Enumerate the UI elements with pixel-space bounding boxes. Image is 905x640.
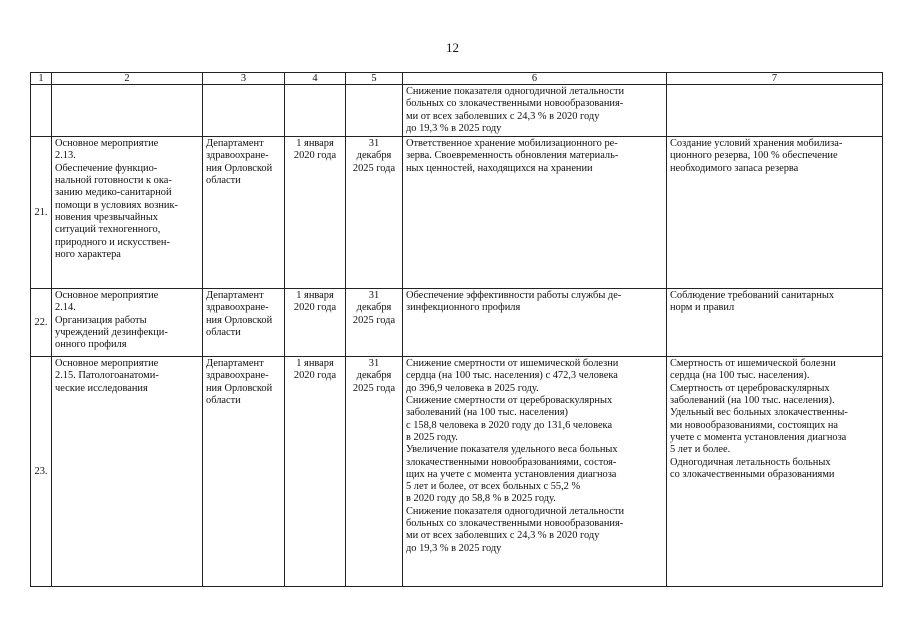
cell-line: Снижение смертности от ишемической болезни (406, 358, 619, 370)
cell-line: здравоохране- (206, 150, 269, 162)
cell-line: Департамент (206, 358, 264, 370)
cell-line: Снижение показателя одногодичной летальности (406, 86, 625, 97)
results-cell (403, 85, 667, 137)
cell-line: помощи в условиях возник- (55, 199, 178, 211)
cell-line: области (206, 175, 241, 187)
cell-line: онного профиля (55, 339, 127, 351)
empty-cell (346, 85, 403, 137)
cell-line: щих на учете с момента установления диагноза (406, 468, 617, 480)
cell-line: области (206, 327, 241, 339)
cell-line: природного и искусствен- (55, 236, 170, 248)
cell-line: 2020 года (293, 150, 337, 162)
cell-line: Основное мероприятие (55, 138, 159, 150)
start-date-cell (285, 289, 346, 357)
cell-line: декабря (356, 370, 392, 382)
header-cell: 4 (285, 73, 346, 85)
cell-line: 1 января (296, 290, 334, 302)
cell-line: 1 января (296, 138, 334, 150)
cell-line: Организация работы (55, 314, 147, 326)
cell-line: 1 января (296, 358, 334, 370)
row-number: 23. (31, 357, 52, 587)
cell-line: декабря (356, 302, 392, 314)
cell-line: зинфекционного профиля (406, 302, 521, 314)
cell-line: Создание условий хранения мобилиза- (670, 138, 843, 150)
cell-line: 2020 года (293, 302, 337, 314)
results-cell (403, 357, 667, 587)
cell-line: 2025 года (352, 314, 396, 326)
cell-line: 2.13. (55, 150, 76, 162)
header-cell: 6 (403, 73, 667, 85)
cell-line: Снижение смертности от цереброваскулярных (406, 395, 613, 407)
cell-line: 5 лет и более, от всех больных с 55,2 % (406, 481, 581, 493)
cell-line: Департамент (206, 138, 264, 150)
indicator-cell (667, 289, 883, 357)
cell-line: ческие исследования (55, 382, 148, 394)
continuation-row (31, 85, 883, 137)
header-cell: 2 (52, 73, 203, 85)
cell-line: Смертность от цереброваскулярных (670, 382, 830, 394)
indicator-cell (667, 137, 883, 289)
cell-line: ми новообразованиями, состоящих на (670, 419, 839, 431)
cell-line: ми от всех заболевших с 24,3 % в 2020 году (406, 110, 600, 122)
cell-line: занию медико-санитарной (55, 187, 172, 199)
cell-line: Увеличение показателя удельного веса больных (406, 444, 618, 456)
cell-line: в 2020 году до 58,8 % в 2025 году. (406, 493, 556, 505)
cell-line: 31 (368, 138, 380, 150)
cell-line: злокачественными новообразованиями, состоя- (406, 456, 617, 468)
cell-line: учете с момента установления диагноза (670, 431, 847, 443)
start-date-cell (285, 357, 346, 587)
column-number-header-row (31, 73, 883, 85)
page-number: 12 (446, 40, 459, 55)
cell-line: необходимого запаса резерва (670, 162, 799, 174)
cell-line: 31 (368, 358, 380, 370)
row-number: 21. (31, 137, 52, 289)
cell-line: ния Орловской (206, 162, 273, 174)
cell-line: здравоохране- (206, 302, 269, 314)
cell-line: сердца (на 100 тыс. населения) с 472,3 человека (406, 370, 618, 382)
cell-line: больных со злокачественными новообразования- (406, 518, 624, 530)
cell-line: со злокачественными образованиями (670, 468, 835, 480)
header-cell: 5 (346, 73, 403, 85)
cell-line: Основное мероприятие (55, 358, 159, 370)
cell-line: 2025 года (352, 382, 396, 394)
cell-line: с 158,8 человека в 2020 году до 131,6 человека (406, 419, 613, 431)
cell-line: здравоохране- (206, 370, 269, 382)
cell-line: зерва. Своевременность обновления материаль- (406, 150, 619, 162)
cell-line: ного характера (55, 248, 121, 260)
cell-line: 2.15. Патологоанатоми- (55, 370, 159, 382)
end-date-cell (346, 289, 403, 357)
cell-line: заболеваний (на 100 тыс. населения) (406, 407, 568, 419)
cell-line: Одногодичная летальность больных (670, 456, 831, 468)
table-row (31, 357, 883, 587)
cell-line: до 19,3 % в 2025 году (406, 542, 502, 554)
cell-line: до 19,3 % в 2025 году (406, 122, 502, 134)
cell-line: новения чрезвычайных (55, 211, 158, 223)
header-cell: 3 (203, 73, 285, 85)
table-row (31, 137, 883, 289)
end-date-cell (346, 137, 403, 289)
results-cell (403, 289, 667, 357)
measure-name-cell (52, 357, 203, 587)
cell-line: заболеваний (на 100 тыс. населения). (670, 395, 835, 407)
cell-line: сердца (на 100 тыс. населения). (670, 370, 810, 382)
empty-cell (31, 85, 52, 137)
cell-line: Обеспечение функцио- (55, 162, 158, 174)
cell-line: Ответственное хранение мобилизационного ре- (406, 138, 618, 150)
cell-line: норм и правил (670, 302, 735, 314)
table-row (31, 289, 883, 357)
header-cell: 7 (667, 73, 883, 85)
cell-line: ционного резерва, 100 % обеспечение (670, 150, 838, 162)
empty-cell (667, 85, 883, 137)
cell-line: нальной готовности к ока- (55, 175, 172, 187)
cell-line: Смертность от ишемической болезни (670, 358, 836, 370)
row-number: 22. (31, 289, 52, 357)
cell-line: 5 лет и более. (670, 444, 731, 456)
cell-line: Удельный вес больных злокачественны- (670, 407, 848, 419)
measures-table (30, 72, 883, 587)
start-date-cell (285, 137, 346, 289)
indicator-cell (667, 357, 883, 587)
measure-name-cell (52, 137, 203, 289)
cell-line: Основное мероприятие (55, 290, 159, 302)
cell-line: Департамент (206, 290, 264, 302)
measure-name-cell (52, 289, 203, 357)
cell-line: Снижение показателя одногодичной летальности (406, 505, 625, 517)
cell-line: 2025 года (352, 162, 396, 174)
cell-line: в 2025 году. (406, 431, 458, 443)
cell-line: до 396,9 человека в 2025 году. (406, 382, 539, 394)
cell-line: 2020 года (293, 370, 337, 382)
results-cell (403, 137, 667, 289)
end-date-cell (346, 357, 403, 587)
executor-cell (203, 137, 285, 289)
header-cell: 1 (31, 73, 52, 85)
cell-line: Соблюдение требований санитарных (670, 290, 835, 302)
cell-line: ми от всех заболевших с 24,3 % в 2020 году (406, 530, 600, 542)
cell-line: учреждений дезинфекци- (55, 327, 168, 339)
cell-line: ния Орловской (206, 382, 273, 394)
cell-line: больных со злокачественными новообразования- (406, 98, 624, 110)
executor-cell (203, 357, 285, 587)
executor-cell (203, 289, 285, 357)
cell-line: 31 (368, 290, 380, 302)
cell-line: области (206, 395, 241, 407)
cell-line: Обеспечение эффективности работы службы де- (406, 290, 622, 302)
cell-line: ситуаций техногенного, (55, 224, 161, 236)
empty-cell (52, 85, 203, 137)
cell-line: декабря (356, 150, 392, 162)
cell-line: 2.14. (55, 302, 76, 314)
cell-line: ния Орловской (206, 314, 273, 326)
empty-cell (285, 85, 346, 137)
cell-line: ных ценностей, находящихся на хранении (406, 162, 593, 174)
empty-cell (203, 85, 285, 137)
